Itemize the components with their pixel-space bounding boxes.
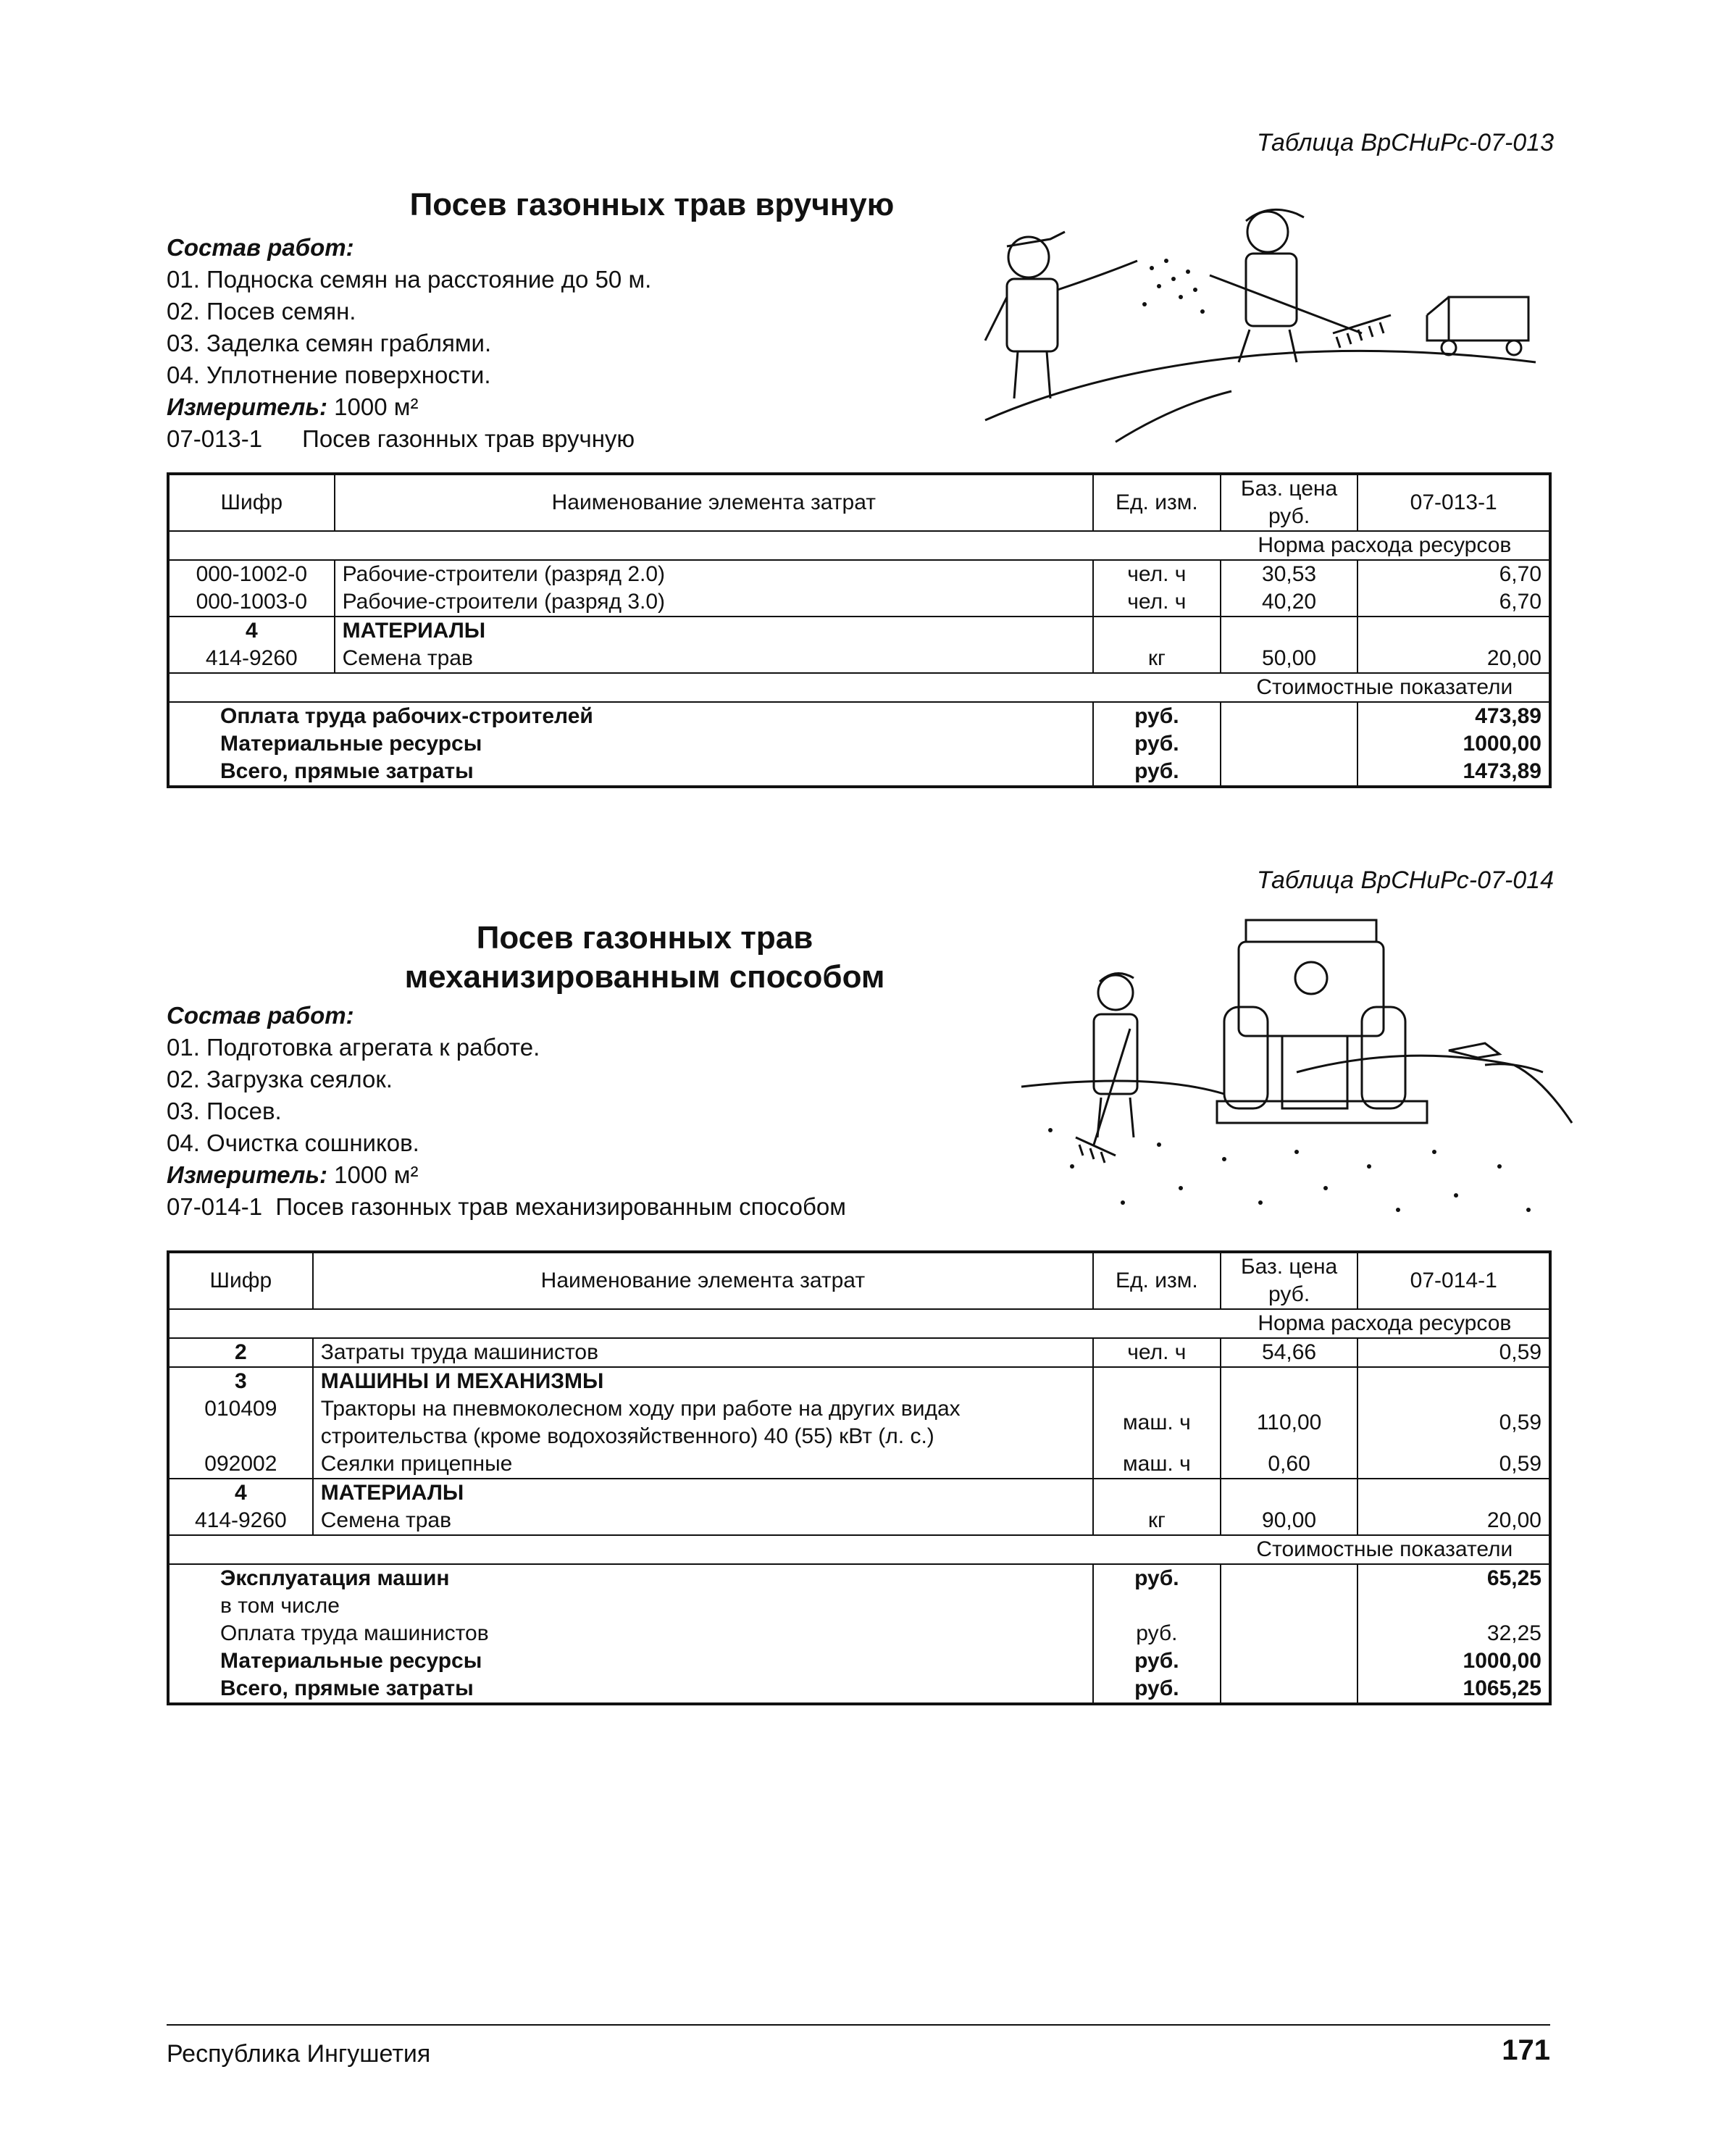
header-code-col: 07-014-1 xyxy=(1357,1252,1550,1309)
table-row xyxy=(168,1507,1550,1535)
cell-price xyxy=(1221,1479,1358,1507)
cell-price: 50,00 xyxy=(1221,645,1358,673)
page-number: 171 xyxy=(1502,2034,1550,2066)
cell-value: 6,70 xyxy=(1357,560,1550,588)
illustration-mechanized-sowing xyxy=(1007,906,1579,1246)
cell-name: Затраты труда машинистов xyxy=(313,1338,1093,1367)
cell-value: 6,70 xyxy=(1357,588,1550,617)
table-label-013: Таблица ВрСНиРс-07-013 xyxy=(1256,129,1554,156)
cell-price xyxy=(1221,1367,1358,1395)
code-line: 07-014-1 Посев газонных трав механизированным способом xyxy=(167,1193,846,1220)
table-label-014: Таблица ВрСНиРс-07-014 xyxy=(1256,866,1554,894)
table-row xyxy=(168,1450,1550,1479)
header-code-col: 07-013-1 xyxy=(1357,474,1550,531)
table-row xyxy=(168,1395,1550,1450)
cell-code: 414-9260 xyxy=(194,1508,287,1532)
section-title-013: Посев газонных трав вручную xyxy=(409,187,895,222)
cell-value xyxy=(1357,1479,1550,1507)
total-value: 1000,00 xyxy=(1357,1647,1550,1675)
norm-section-row xyxy=(168,531,1550,560)
title-line: механизированным способом xyxy=(404,959,885,995)
illustration-manual-sowing xyxy=(956,188,1565,456)
cell-name: Сеялки прицепные xyxy=(313,1450,1093,1479)
norm-section-row xyxy=(168,1309,1550,1338)
cell-price: 54,66 xyxy=(1221,1338,1358,1367)
cell-value: 0,59 xyxy=(1357,1450,1550,1479)
work-item: 02. Загрузка сеялок. xyxy=(167,1066,393,1092)
cell-name: Рабочие-строители (разряд 3.0) xyxy=(335,588,1093,617)
total-unit xyxy=(1093,1592,1221,1620)
meter-line: Измеритель: 1000 м² xyxy=(167,1161,419,1188)
total-value xyxy=(1357,1592,1550,1620)
total-name: Всего, прямые затраты xyxy=(220,1676,474,1700)
section-title-014 xyxy=(319,919,971,997)
total-name: Оплата труда рабочих-строителей xyxy=(220,704,593,728)
total-row xyxy=(168,758,1550,787)
work-item: 04. Уплотнение поверхности. xyxy=(167,362,491,388)
cell-price: 0,60 xyxy=(1221,1450,1358,1479)
cell-value: 20,00 xyxy=(1357,1507,1550,1535)
header-unit: Ед. изм. xyxy=(1093,1252,1221,1309)
cell-unit: чел. ч xyxy=(1093,1338,1221,1367)
work-item: 01. Подготовка агрегата к работе. xyxy=(167,1034,540,1061)
total-row xyxy=(168,730,1550,758)
total-name: Эксплуатация машин xyxy=(220,1566,450,1590)
header-name: Наименование элемента затрат xyxy=(335,474,1093,531)
cell-unit: маш. ч xyxy=(1093,1395,1221,1450)
cell-value xyxy=(1357,1367,1550,1395)
total-name: в том числе xyxy=(220,1594,340,1618)
cell-value xyxy=(1357,617,1550,645)
total-value: 1065,25 xyxy=(1357,1675,1550,1704)
total-row xyxy=(168,702,1550,730)
footer-region: Республика Ингушетия xyxy=(167,2040,431,2068)
cell-name: МАТЕРИАЛЫ xyxy=(335,617,1093,645)
total-value: 32,25 xyxy=(1357,1620,1550,1647)
header-code: Шифр xyxy=(168,1252,313,1309)
total-name: Материальные ресурсы xyxy=(220,732,482,756)
cell-code: 2 xyxy=(235,1340,247,1364)
cell-unit: кг xyxy=(1093,1507,1221,1535)
cell-unit xyxy=(1093,1367,1221,1395)
total-value: 1473,89 xyxy=(1357,758,1550,787)
total-value: 65,25 xyxy=(1357,1564,1550,1592)
total-name: Оплата труда машинистов xyxy=(220,1621,489,1645)
cost-section-row xyxy=(168,673,1550,702)
table-row xyxy=(168,560,1550,588)
cost-section-row xyxy=(168,1535,1550,1564)
cell-unit: маш. ч xyxy=(1093,1450,1221,1479)
total-row xyxy=(168,1620,1550,1647)
cost-label: Стоимостные показатели xyxy=(1221,1535,1550,1564)
total-row xyxy=(168,1647,1550,1675)
total-name: Всего, прямые затраты xyxy=(220,759,474,783)
cost-label: Стоимостные показатели xyxy=(1221,673,1550,702)
cell-price: 110,00 xyxy=(1221,1395,1358,1450)
cell-code: 000-1002-0 xyxy=(196,562,308,586)
total-unit: руб. xyxy=(1093,758,1221,787)
cell-code: 092002 xyxy=(204,1452,277,1476)
total-row xyxy=(168,1592,1550,1620)
table-header-row xyxy=(168,474,1550,531)
work-composition-014 xyxy=(167,1000,846,1223)
cost-table-014 xyxy=(167,1250,1552,1705)
total-unit: руб. xyxy=(1093,1675,1221,1704)
header-unit: Ед. изм. xyxy=(1093,474,1221,531)
cell-unit: чел. ч xyxy=(1093,588,1221,617)
total-unit: руб. xyxy=(1093,730,1221,758)
cell-price: 40,20 xyxy=(1221,588,1358,617)
work-item: 01. Подноска семян на расстояние до 50 м. xyxy=(167,266,652,293)
cell-code: 3 xyxy=(235,1369,247,1393)
table-row xyxy=(168,617,1550,645)
table-row xyxy=(168,1338,1550,1367)
total-unit: руб. xyxy=(1093,1564,1221,1592)
table-row xyxy=(168,1479,1550,1507)
cell-price xyxy=(1221,617,1358,645)
total-value: 473,89 xyxy=(1357,702,1550,730)
cell-name: Семена трав xyxy=(335,645,1093,673)
cell-unit xyxy=(1093,617,1221,645)
header-code: Шифр xyxy=(168,474,335,531)
meter-line: Измеритель: 1000 м² xyxy=(167,393,419,420)
total-row xyxy=(168,1564,1550,1592)
cell-name: Тракторы на пневмоколесном ходу при работе на других видах строительства (кроме водохозяйственного) 40 (55) кВт (л. с.) xyxy=(313,1395,1093,1450)
cell-value: 20,00 xyxy=(1357,645,1550,673)
work-item: 02. Посев семян. xyxy=(167,298,356,325)
cell-code: 4 xyxy=(235,1481,247,1505)
cell-unit: чел. ч xyxy=(1093,560,1221,588)
table-row xyxy=(168,1367,1550,1395)
work-heading: Состав работ: xyxy=(167,234,354,261)
footer-divider xyxy=(167,2024,1550,2026)
cell-unit: кг xyxy=(1093,645,1221,673)
cell-code: 414-9260 xyxy=(205,646,298,670)
table-header-row xyxy=(168,1252,1550,1309)
cell-code: 010409 xyxy=(204,1397,277,1421)
work-item: 03. Посев. xyxy=(167,1098,282,1124)
header-price: Баз. цена руб. xyxy=(1221,1252,1358,1309)
total-row xyxy=(168,1675,1550,1704)
header-name: Наименование элемента затрат xyxy=(313,1252,1093,1309)
work-heading: Состав работ: xyxy=(167,1002,354,1029)
work-item: 04. Очистка сошников. xyxy=(167,1129,419,1156)
cell-value: 0,59 xyxy=(1357,1338,1550,1367)
total-unit: руб. xyxy=(1093,1620,1221,1647)
total-unit: руб. xyxy=(1093,1647,1221,1675)
total-name: Материальные ресурсы xyxy=(220,1649,482,1673)
cell-price: 30,53 xyxy=(1221,560,1358,588)
cell-price: 90,00 xyxy=(1221,1507,1358,1535)
work-item: 03. Заделка семян граблями. xyxy=(167,330,492,356)
total-value: 1000,00 xyxy=(1357,730,1550,758)
table-row xyxy=(168,588,1550,617)
norm-label: Норма расхода ресурсов xyxy=(1221,531,1550,560)
table-row xyxy=(168,645,1550,673)
cell-code: 000-1003-0 xyxy=(196,590,308,614)
norm-label: Норма расхода ресурсов xyxy=(1221,1309,1550,1338)
title-line: Посев газонных трав xyxy=(476,920,813,956)
cell-code: 4 xyxy=(245,619,258,643)
cell-value: 0,59 xyxy=(1357,1395,1550,1450)
work-composition-013 xyxy=(167,232,651,455)
cell-name: МАТЕРИАЛЫ xyxy=(313,1479,1093,1507)
code-line: 07-013-1 Посев газонных трав вручную xyxy=(167,425,635,452)
cell-unit xyxy=(1093,1479,1221,1507)
cell-name: МАШИНЫ И МЕХАНИЗМЫ xyxy=(313,1367,1093,1395)
cell-name: Рабочие-строители (разряд 2.0) xyxy=(335,560,1093,588)
cell-name: Семена трав xyxy=(313,1507,1093,1535)
total-unit: руб. xyxy=(1093,702,1221,730)
header-price: Баз. цена руб. xyxy=(1221,474,1358,531)
cost-table-013 xyxy=(167,472,1552,788)
